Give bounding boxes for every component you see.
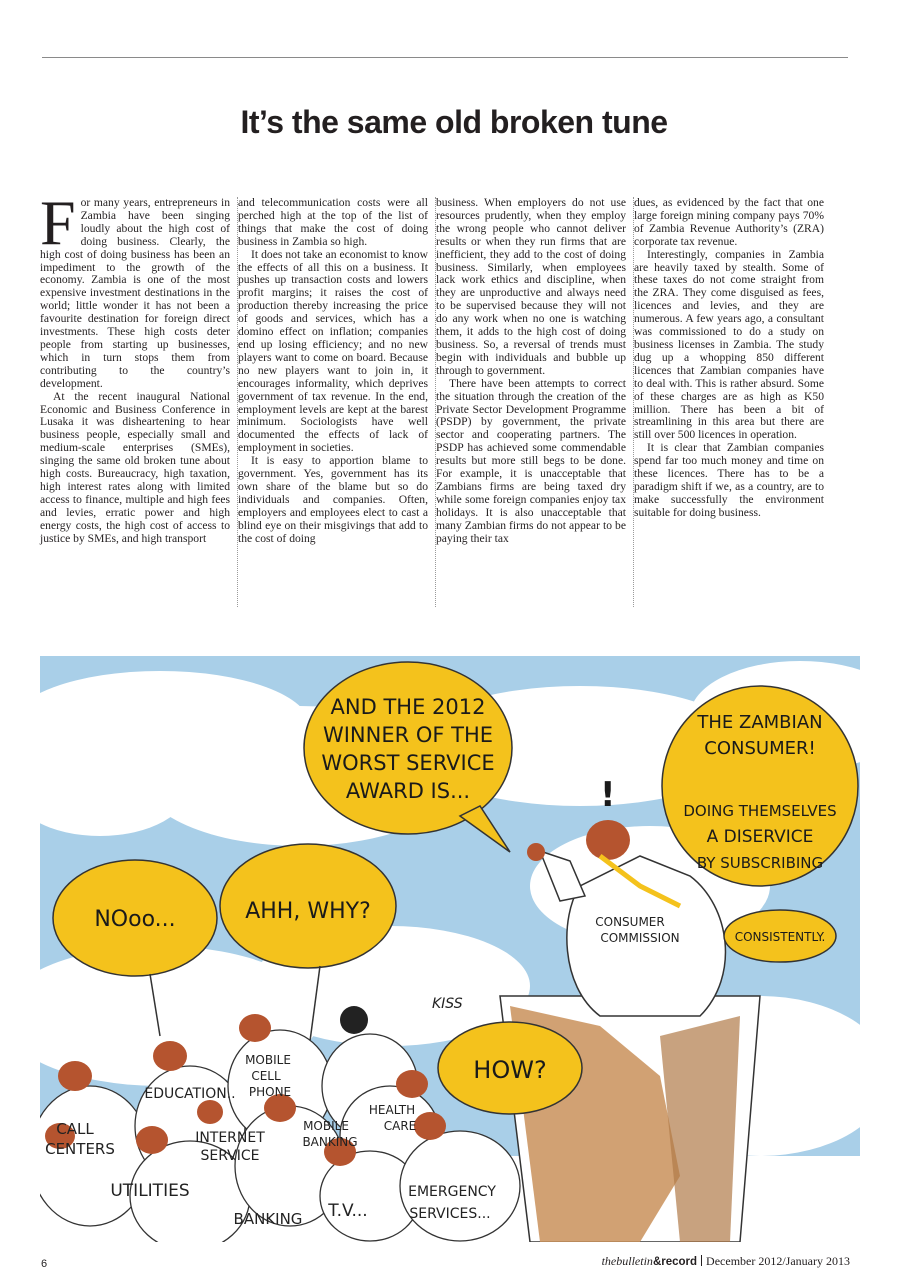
crowd-label: MOBILE bbox=[303, 1119, 349, 1133]
column-2 bbox=[238, 197, 428, 607]
top-rule bbox=[42, 57, 848, 58]
magazine-name: thebulletin&record bbox=[601, 1254, 698, 1268]
article-body bbox=[40, 187, 850, 607]
answer-line: DOING THEMSELVES bbox=[683, 802, 837, 820]
exclamation-mark: ! bbox=[600, 775, 616, 815]
paragraph: business. When employers do not use resources prudently, when they employ the wrong people who cannot deliver results or when they run firms that are inefficient, they add to the cost of doing business. Similarly, when employees lack work ethics and discipline, when they are unproductive and always need to be supervised because they will not do any work when no one is watching them, it adds to the high cost of doing business. So, a reversal of trends must begin with individuals and bubble up through to government. bbox=[436, 196, 626, 377]
crowd-label: CENTERS bbox=[45, 1140, 115, 1158]
paragraph: There have been attempts to correct the situation through the creation of the Private Sector Development Programme (PSDP) by government, the private sector and cooperating partners. The PSDP has achieved some commendable results but more still begs to be done. For example, it is unacceptable that Zambians firms are being taxed dry while some foreign companies enjoy tax holidays. It is also unacceptable that many Zambian firms do not appear to be paying their tax bbox=[436, 376, 626, 545]
how-text: HOW? bbox=[473, 1056, 547, 1084]
paragraph: It does not take an economist to know the effects of all this on a business. It pushes up transaction costs and lowers profit margins; it raises the cost of production thereby increasing the price of goods and services, which has a domino effect on inflation; companies end up losing efficiency; and no new players want to come on board. Because no new players want to join in, it encourages informality, which deprives government of tax revenue. In the end, employment levels are kept at the barest minimum. Sociologists have well documented the effects of lack of employment in societies. bbox=[238, 247, 428, 455]
crowd-label: UTILITIES bbox=[110, 1181, 190, 1201]
artist-signature: KISS bbox=[432, 996, 463, 1012]
consistently-bubble bbox=[724, 910, 836, 962]
crowd-label: INTERNET bbox=[195, 1130, 265, 1146]
footer-divider bbox=[701, 1255, 702, 1266]
crowd-label: SERVICES... bbox=[409, 1206, 491, 1222]
paragraph: dues, as evidenced by the fact that one large foreign mining company pays 70% of Zambia Revenue Authority’s (ZRA) corporate tax revenue. bbox=[634, 196, 824, 248]
paragraph: It is easy to apportion blame to government. Yes, government has its own share of the blame but so do individuals and companies. Often, employers and employees elect to cast a blind eye on their misgivings that add to the cost of doing bbox=[238, 454, 428, 545]
crowd-label: HEALTH bbox=[368, 1103, 416, 1117]
answer-line: CONSUMER! bbox=[704, 738, 816, 759]
crowd-label: BANKING bbox=[233, 1210, 303, 1228]
podium-label: COMMISSION bbox=[600, 931, 680, 945]
paragraph: Interestingly, companies in Zambia are heavily taxed by stealth. Some of these taxes do not come straight from the ZRA. They come disguised as fees, licences and levies, and they are numerous. A few years ago, a consultant was commissioned to do a study on business licenses in Zambia. The study dug up a whopping 850 different licences that Zambian companies have to deal with. This is rather absurd. Some of these charges are as high as K50 million. There has been a bit of streamlining in this area but there are still over 500 licences in operation. bbox=[634, 247, 824, 442]
paragraph: For many years, entrepreneurs in Zambia have been singing loudly about the high cost of doing business. Clearly, the high cost of doing business has been an impediment to the growth of the economy. Zambia is one of the most expensive investment destinations in the world; little wonder it has not been a favourite destination for foreign direct investments. These high costs deter people from starting up businesses, which in turn stops them from contributing to the country’s development. bbox=[40, 187, 230, 390]
crowd-label: CARE bbox=[383, 1119, 417, 1133]
crowd-label: SERVICE bbox=[200, 1148, 260, 1164]
podium-label: CONSUMER bbox=[595, 915, 665, 929]
speaker-line: WORST SERVICE bbox=[321, 751, 495, 775]
crowd-label: BANKING bbox=[302, 1135, 358, 1149]
article-title: It’s the same old broken tune bbox=[240, 104, 668, 140]
nooo-text: NOoo... bbox=[94, 907, 176, 932]
answer-bubble bbox=[662, 686, 858, 886]
speaker-hand bbox=[527, 843, 545, 861]
crowd-label: PHONE bbox=[248, 1085, 292, 1099]
crowd-label: EMERGENCY bbox=[408, 1184, 496, 1200]
ahh-text: AHH, WHY? bbox=[245, 899, 371, 924]
crowd-label: T.V... bbox=[328, 1201, 368, 1221]
speaker-line: WINNER OF THE bbox=[322, 723, 494, 747]
how-bubble bbox=[438, 1022, 582, 1114]
issue-date: December 2012/January 2013 bbox=[706, 1254, 850, 1268]
speaker-line: AWARD IS... bbox=[345, 779, 471, 803]
speaker-head bbox=[586, 820, 630, 860]
column-1 bbox=[40, 187, 230, 607]
answer-line: A DISERVICE bbox=[706, 827, 814, 847]
editorial-cartoon bbox=[40, 656, 860, 1242]
page-number: 6 bbox=[41, 1258, 48, 1270]
paragraph: It is clear that Zambian companies spend far too much money and time on these licences. There has to be a paradigm shift if we, as a country, are to make successfully the environment suitable for doing business. bbox=[634, 441, 824, 519]
paragraph: and telecommunication costs were all perched high at the top of the list of things that make the cost of doing business in Zambia so high. bbox=[238, 196, 428, 248]
paragraph: At the recent inaugural National Economic and Business Conference in Lusaka it was disheartening to hear business people, especially small and medium-scale enterprises (SMEs), singing the same old broken tune about high costs. Bureaucracy, high taxation, high interest rates along with limited access to finance, multiple and high fees and levies, erratic power and high energy costs, the high cost of access to justice by SMEs, and high transport bbox=[40, 389, 230, 545]
magazine-footer bbox=[602, 1254, 850, 1269]
speaker-line: AND THE 2012 bbox=[330, 695, 486, 719]
consistently-text: CONSISTENTLY. bbox=[734, 930, 826, 944]
answer-line: THE ZAMBIAN bbox=[697, 712, 823, 733]
crowd-label: MOBILE bbox=[245, 1053, 291, 1067]
answer-line: BY SUBSCRIBING bbox=[696, 854, 824, 872]
column-4 bbox=[634, 197, 824, 607]
crowd-label: CELL bbox=[251, 1069, 281, 1083]
drop-cap: F bbox=[40, 187, 76, 258]
crowd-label: CALL bbox=[56, 1120, 94, 1138]
crowd-label: EDUCATION.. bbox=[144, 1086, 236, 1102]
column-3 bbox=[436, 197, 626, 607]
